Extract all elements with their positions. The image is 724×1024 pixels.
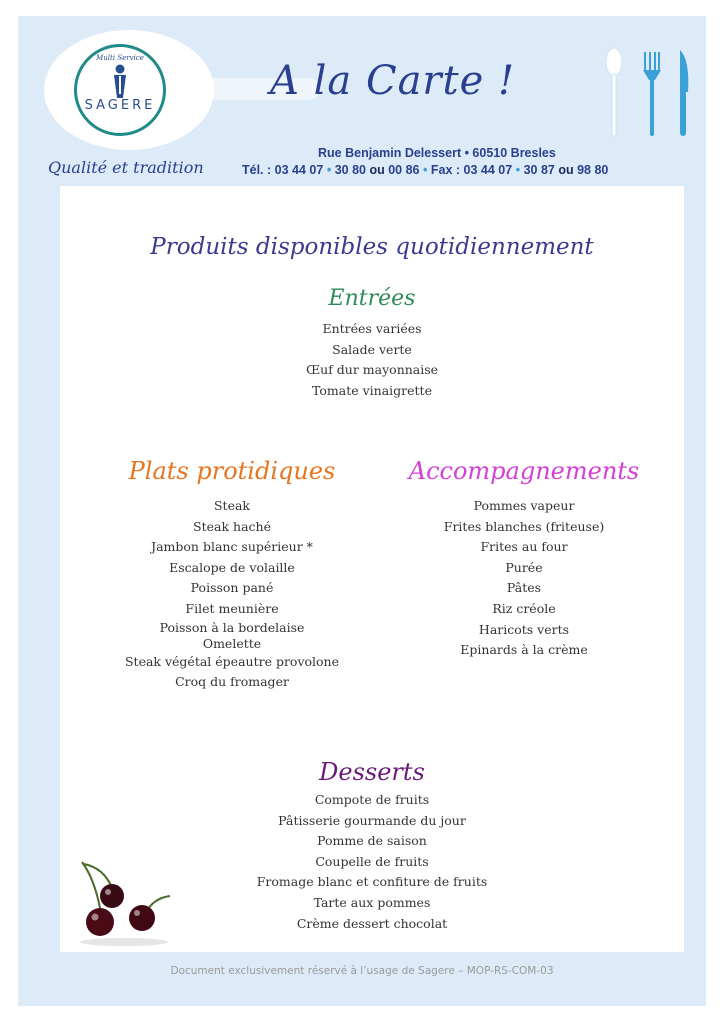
fax-label: Fax : xyxy=(430,163,461,177)
menu-item: Frites au four xyxy=(480,539,568,555)
section-title-entrees: Entrées xyxy=(328,286,416,311)
menu-item: Haricots verts xyxy=(478,621,570,637)
menu-item: Escalope de volaille xyxy=(169,559,295,575)
page-title: A la Carte ! xyxy=(270,58,516,104)
menu-item: Poisson pané xyxy=(190,580,274,596)
menu-item: Tomate vinaigrette xyxy=(312,382,432,398)
logo-subtitle: Multi Service xyxy=(96,54,144,62)
list-plats xyxy=(112,496,352,693)
main-heading: Produits disponibles quotidiennement xyxy=(150,234,594,260)
menu-item: Fromage blanc et confiture de fruits xyxy=(256,874,488,890)
menu-item: Epinards à la crème xyxy=(460,642,588,658)
phone-number-part: 03 44 07 xyxy=(274,163,324,177)
menu-item: Crème dessert chocolat xyxy=(296,915,448,931)
section-title-desserts: Desserts xyxy=(319,758,425,786)
contact-phone-fax xyxy=(242,163,608,177)
menu-item: Coupelle de fruits xyxy=(315,853,429,869)
menu-item: Pâtes xyxy=(506,580,542,596)
spoon-icon xyxy=(602,46,626,138)
separator-dot: • xyxy=(326,163,332,177)
fax-number-part: 98 80 xyxy=(577,163,609,177)
menu-item: Steak végétal épeautre provolone xyxy=(124,653,340,669)
menu-item: Omelette xyxy=(202,635,262,651)
menu-item: Frites blanches (friteuse) xyxy=(443,518,605,534)
phone-or: ou xyxy=(369,163,385,177)
section-title-accompagnements: Accompagnements xyxy=(408,457,640,485)
menu-item: Entrées variées xyxy=(322,321,422,336)
list-accompagnements xyxy=(404,496,644,661)
menu-item: Jambon blanc supérieur * xyxy=(151,539,313,555)
menu-item: Filet meunière xyxy=(185,600,279,616)
menu-item: Croq du fromager xyxy=(175,674,289,690)
fax-or: ou xyxy=(558,163,574,177)
fork-icon xyxy=(640,46,664,138)
cherries-icon xyxy=(74,858,184,948)
menu-item: Œuf dur mayonnaise xyxy=(305,362,439,378)
menu-item: Pâtisserie gourmande du jour xyxy=(278,812,466,828)
list-entrees xyxy=(60,319,684,401)
menu-item: Pommes vapeur xyxy=(473,498,575,513)
separator-dot: • xyxy=(422,163,428,177)
phone-label: Tél. : xyxy=(242,163,272,177)
menu-item: Steak xyxy=(213,498,250,513)
menu-item: Poisson à la bordelaise xyxy=(159,619,305,635)
menu-item: Tarte aux pommes xyxy=(313,894,431,910)
section-title-plats: Plats protidiques xyxy=(128,457,336,485)
menu-content-panel xyxy=(60,186,684,952)
phone-number-part: 00 86 xyxy=(388,163,420,177)
menu-item: Purée xyxy=(505,559,543,575)
menu-item: Pomme de saison xyxy=(317,833,427,849)
footer-note: Document exclusivement réservé à l’usage de Sagere – MOP-RS-COM-03 xyxy=(170,965,554,977)
menu-item: Steak haché xyxy=(193,518,271,534)
logo-name: SAGERE xyxy=(84,98,156,113)
tagline: Qualité et tradition xyxy=(48,158,204,177)
separator-dot: • xyxy=(515,163,521,177)
address: Rue Benjamin Delessert • 60510 Bresles xyxy=(318,146,556,160)
menu-item: Compote de fruits xyxy=(314,792,430,807)
knife-icon xyxy=(674,46,694,138)
menu-item: Salade verte xyxy=(332,341,412,357)
fax-number-part: 03 44 07 xyxy=(463,163,513,177)
phone-number-part: 30 80 xyxy=(334,163,366,177)
menu-item: Riz créole xyxy=(492,600,556,616)
fax-number-part: 30 87 xyxy=(523,163,555,177)
chef-logo-icon xyxy=(110,64,130,100)
